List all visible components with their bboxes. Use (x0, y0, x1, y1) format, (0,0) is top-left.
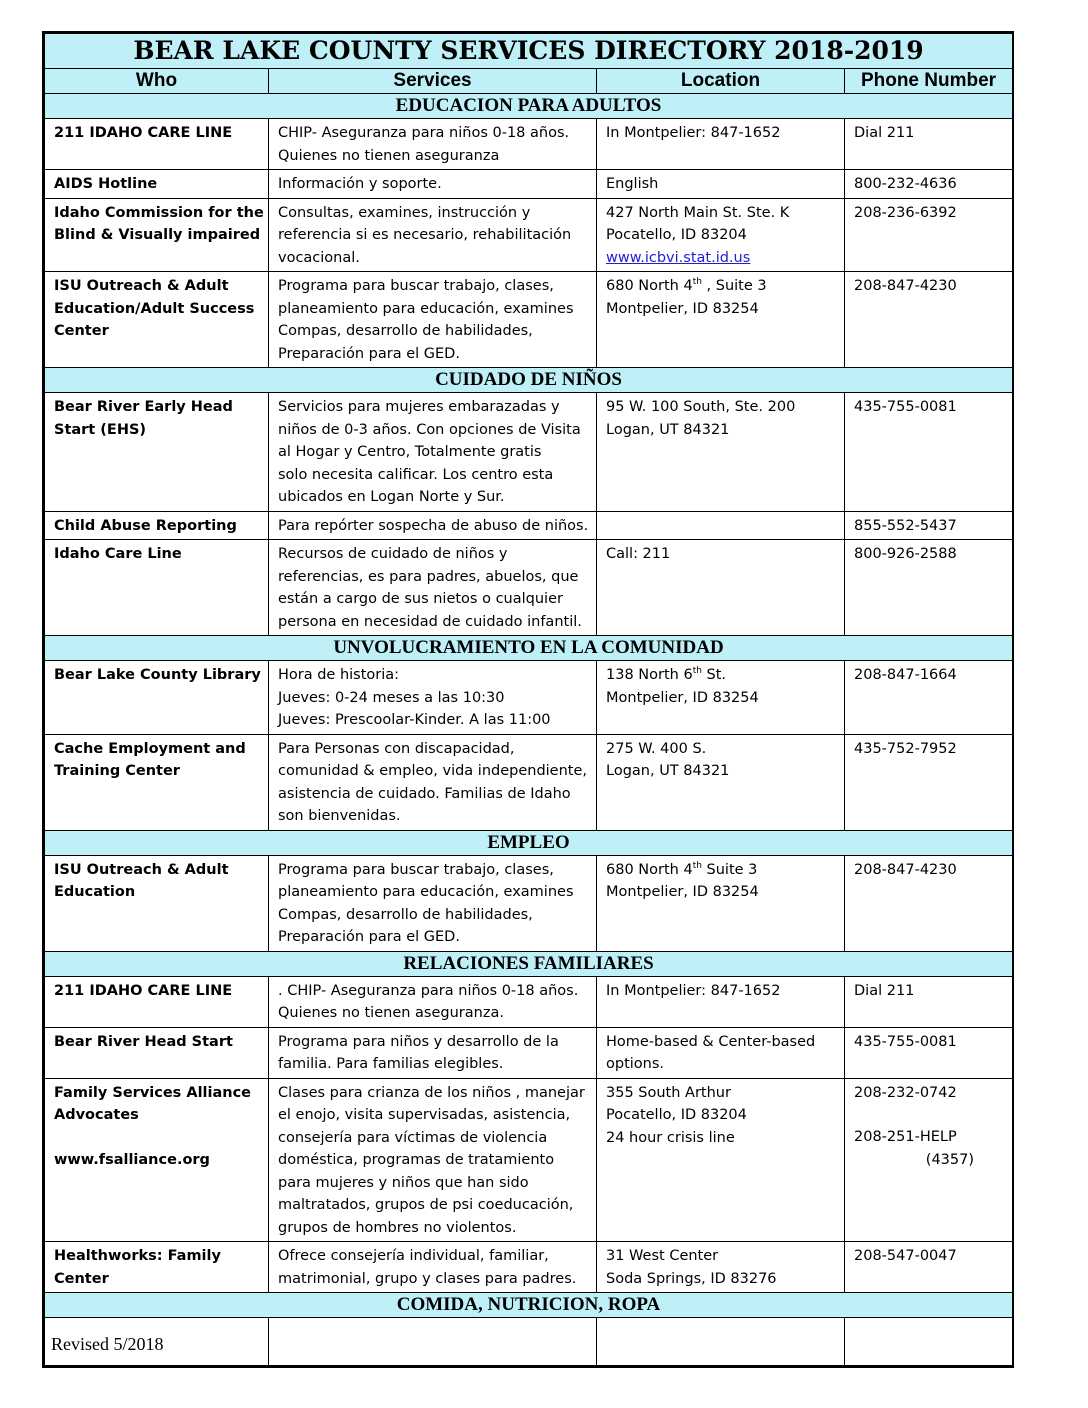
table-row (45, 1027, 1013, 1078)
cell-line: Logan, UT 84321 (606, 763, 730, 779)
cell-line: Quienes no tienen aseguranza. (278, 1005, 504, 1021)
cell-location (597, 511, 845, 540)
cell-line: referencia si es necesario, rehabilitación (278, 227, 572, 243)
cell-services (269, 511, 597, 540)
table-row (45, 661, 1013, 735)
cell-who (45, 170, 269, 199)
cell-phone (845, 976, 1013, 1027)
cell-line: Preparación para el GED. (278, 929, 460, 945)
cell-line: Training Center (54, 763, 180, 779)
cell-phone (845, 1242, 1013, 1293)
cell-line: 95 W. 100 South, Ste. 200 (606, 399, 796, 415)
table-row (45, 855, 1013, 951)
cell-line: AIDS Hotline (54, 176, 158, 192)
cell-phone (845, 119, 1013, 170)
table-row (45, 976, 1013, 1027)
address-text-after: Suite 3 (701, 861, 758, 878)
column-header-who: Who (45, 69, 269, 94)
cell-location (597, 1242, 845, 1293)
section-header-row (45, 636, 1013, 661)
cell-line: Cache Employment and (54, 740, 246, 757)
cell-line (54, 1127, 260, 1149)
cell-line: grupos de hombres no violentos. (278, 1219, 517, 1236)
cell-services (269, 540, 597, 636)
cell-line: Blind & Visually impaired (54, 227, 261, 243)
cell-location (597, 855, 845, 951)
cell-line: están a cargo de sus nietos o cualquier (278, 591, 563, 607)
cell-line: Bear River Head Start (54, 1033, 233, 1050)
cell-line: www.fsalliance.org (54, 1151, 210, 1168)
cell-line: Programa para buscar trabajo, clases, (278, 278, 554, 294)
address-text: 138 North 6 (606, 667, 693, 683)
address-text-after: , Suite 3 (701, 278, 767, 294)
cell-phone (845, 734, 1013, 830)
cell-line: solo necesita calificar. Los centro esta (278, 466, 554, 483)
cell-line: Ofrece consejería individual, familiar, (278, 1248, 549, 1264)
cell-line: 208-232-0742 (854, 1084, 957, 1101)
cell-line: al Hogar y Centro, Totalmente gratis (278, 444, 542, 460)
cell-line: persona en necesidad de cuidado infantil. (278, 613, 582, 630)
cell-line: ISU Outreach & Adult (54, 278, 229, 294)
cell-line: CHIP- Aseguranza para niños 0-18 años. (278, 125, 570, 141)
cell-services (269, 855, 597, 951)
section-title: UNVOLUCRAMIENTO EN LA COMUNIDAD (45, 636, 1013, 661)
website-link[interactable]: www.icbvi.stat.id.us (606, 249, 751, 266)
cell-line: 855-552-5437 (854, 517, 957, 534)
cell-who (45, 976, 269, 1027)
cell-phone (845, 170, 1013, 199)
cell-line: Advocates (54, 1107, 139, 1123)
cell-line: Jueves: 0-24 meses a las 10:30 (278, 689, 505, 706)
cell-line (606, 859, 836, 882)
table-row (45, 170, 1013, 199)
cell-who (45, 1242, 269, 1293)
cell-who (45, 393, 269, 512)
cell-line: Dial 211 (854, 982, 915, 999)
cell-line: Bear Lake County Library (54, 667, 261, 683)
cell-services (269, 1318, 597, 1366)
cell-line: maltratados, grupos de psi coeducación, (278, 1197, 574, 1213)
cell-phone (845, 540, 1013, 636)
cell-line: 275 W. 400 S. (606, 740, 707, 757)
cell-who (45, 1027, 269, 1078)
table-row (45, 511, 1013, 540)
cell-phone (845, 1318, 1013, 1366)
table-row (45, 198, 1013, 272)
cell-who (45, 1078, 269, 1242)
cell-services (269, 393, 597, 512)
cell-line: . CHIP- Aseguranza para niños 0-18 años. (278, 982, 579, 999)
cell-line: In Montpelier: 847-1652 (606, 125, 781, 141)
cell-who (45, 734, 269, 830)
cell-line: Consultas, examines, instrucción y (278, 204, 531, 221)
cell-line: Compas, desarrollo de habilidades, (278, 323, 533, 339)
cell-line: Education (54, 884, 136, 900)
cell-location (597, 198, 845, 272)
cell-line: Child Abuse Reporting (54, 517, 237, 534)
header-row (45, 69, 1013, 94)
cell-services (269, 976, 597, 1027)
section-header-row (45, 951, 1013, 976)
cell-line: matrimonial, grupo y clases para padres. (278, 1270, 577, 1287)
section-title: COMIDA, NUTRICION, ROPA (45, 1293, 1013, 1318)
cell-line: comunidad & empleo, vida independiente, (278, 763, 588, 779)
phone-extension: (4357) (925, 1151, 975, 1168)
cell-line: Healthworks: Family (54, 1248, 221, 1264)
cell-services (269, 1242, 597, 1293)
cell-line: 435-755-0081 (854, 1033, 957, 1050)
section-title: EMPLEO (45, 830, 1013, 855)
page-title: BEAR LAKE COUNTY SERVICES DIRECTORY 2018-2019 (45, 34, 1013, 69)
cell-line: Para Personas con discapacidad, (278, 740, 515, 757)
cell-line: son bienvenidas. (278, 808, 401, 824)
cell-line: 211 IDAHO CARE LINE (54, 982, 233, 999)
cell-line: Hora de historia: (278, 667, 400, 683)
cell-line: 355 South Arthur (606, 1084, 731, 1101)
cell-line: Recursos de cuidado de niños y (278, 546, 508, 562)
cell-line: doméstica, programas de tratamiento (278, 1152, 555, 1168)
cell-line: Bear River Early Head (54, 399, 233, 415)
cell-location (597, 393, 845, 512)
cell-phone (845, 198, 1013, 272)
table-row (45, 1078, 1013, 1242)
cell-line: Center (54, 1270, 109, 1287)
cell-line: planeamiento para educación, examines (278, 884, 574, 900)
cell-line: Información y soporte. (278, 176, 442, 192)
revision-note: Revised 5/2018 (51, 1334, 164, 1354)
cell-phone (845, 393, 1013, 512)
cell-line: Pocatello, ID 83204 (606, 1107, 747, 1123)
cell-location (597, 734, 845, 830)
cell-phone (845, 272, 1013, 368)
cell-line: referencias, es para padres, abuelos, que (278, 568, 579, 585)
cell-line: Clases para crianza de los niños , manejar (278, 1084, 585, 1101)
cell-line: Montpelier, ID 83254 (606, 884, 759, 900)
cell-line: 800-232-4636 (854, 176, 957, 192)
cell-line: Programa para niños y desarrollo de la (278, 1033, 559, 1050)
cell-line: Start (EHS) (54, 421, 147, 438)
table-row (45, 734, 1013, 830)
cell-line: asistencia de cuidado. Familias de Idaho (278, 785, 571, 802)
cell-line: para mujeres y niños que han sido (278, 1174, 529, 1191)
title-row (45, 34, 1013, 69)
column-header-phone: Phone Number (845, 69, 1013, 94)
cell-line: Servicios para mujeres embarazadas y (278, 399, 560, 415)
cell-services (269, 1027, 597, 1078)
cell-services (269, 1078, 597, 1242)
cell-line: Idaho Commission for the (54, 204, 264, 221)
cell-services (269, 170, 597, 199)
cell-line (606, 275, 836, 298)
ordinal-suffix: th (692, 277, 702, 288)
cell-line: Programa para buscar trabajo, clases, (278, 861, 554, 878)
table-row (45, 540, 1013, 636)
cell-line: 208-547-0047 (854, 1248, 957, 1264)
cell-who (45, 511, 269, 540)
cell-line: Compas, desarrollo de habilidades, (278, 906, 533, 923)
cell-services (269, 734, 597, 830)
cell-line: niños de 0-3 años. Con opciones de Visita (278, 421, 581, 438)
cell-line: In Montpelier: 847-1652 (606, 982, 781, 999)
cell-line: 435-755-0081 (854, 399, 957, 415)
section-header-row (45, 830, 1013, 855)
cell-who (45, 272, 269, 368)
cell-line: Dial 211 (854, 125, 915, 141)
cell-line: Soda Springs, ID 83276 (606, 1270, 777, 1287)
cell-who (45, 198, 269, 272)
cell-phone (845, 1078, 1013, 1242)
section-title: RELACIONES FAMILIARES (45, 951, 1013, 976)
cell-location (597, 1027, 845, 1078)
cell-line: familia. Para familias elegibles. (278, 1056, 504, 1072)
cell-line: 208-251-HELP (854, 1129, 957, 1145)
cell-phone (845, 855, 1013, 951)
cell-location (597, 661, 845, 735)
table-row (45, 272, 1013, 368)
cell-line: Preparación para el GED. (278, 345, 460, 362)
cell-line: Logan, UT 84321 (606, 421, 730, 438)
cell-line: Family Services Alliance (54, 1084, 252, 1101)
cell-line: Jueves: Prescoolar-Kinder. A las 11:00 (278, 712, 551, 728)
table-row (45, 1242, 1013, 1293)
address-text-after: St. (701, 667, 727, 683)
cell-line (854, 1104, 1004, 1126)
section-header-row (45, 94, 1013, 119)
table-row (45, 1318, 1013, 1366)
cell-location (597, 170, 845, 199)
column-header-services: Services (269, 69, 597, 94)
table-row (45, 393, 1013, 512)
directory-table-frame (42, 31, 1014, 1368)
cell-line: 24 hour crisis line (606, 1129, 735, 1146)
cell-line: 208-847-1664 (854, 667, 957, 683)
section-title: EDUCACION PARA ADULTOS (45, 94, 1013, 119)
cell-line: 208-847-4230 (854, 861, 957, 878)
cell-line: English (606, 176, 659, 192)
directory-table (44, 33, 1013, 1366)
cell-line: vocacional. (278, 249, 360, 266)
cell-line: el enojo, visita supervisadas, asistencia, (278, 1107, 571, 1123)
cell-line: options. (606, 1056, 665, 1072)
cell-line: 208-236-6392 (854, 204, 957, 221)
cell-line: Education/Adult Success (54, 300, 255, 317)
cell-line: Home-based & Center-based (606, 1033, 816, 1050)
cell-line: 435-752-7952 (854, 740, 957, 757)
ordinal-suffix: th (692, 860, 702, 871)
cell-phone (845, 1027, 1013, 1078)
section-header-row (45, 1293, 1013, 1318)
cell-line: Pocatello, ID 83204 (606, 227, 747, 243)
cell-who (45, 540, 269, 636)
cell-services (269, 198, 597, 272)
cell-line: Quienes no tienen aseguranza (278, 147, 500, 164)
cell-who (45, 119, 269, 170)
address-text: 680 North 4 (606, 861, 693, 878)
table-row (45, 119, 1013, 170)
cell-line: Center (54, 323, 109, 339)
cell-line: 211 IDAHO CARE LINE (54, 125, 233, 141)
cell-line: 800-926-2588 (854, 546, 957, 562)
cell-line: 31 West Center (606, 1248, 719, 1264)
section-header-row (45, 368, 1013, 393)
cell-line: Montpelier, ID 83254 (606, 300, 759, 317)
cell-phone (845, 511, 1013, 540)
cell-line: 208-847-4230 (854, 278, 957, 294)
cell-location (597, 1078, 845, 1242)
cell-line: Montpelier, ID 83254 (606, 689, 759, 706)
cell-services (269, 272, 597, 368)
cell-services (269, 661, 597, 735)
address-text: 680 North 4 (606, 278, 693, 294)
cell-line: ubicados en Logan Norte y Sur. (278, 489, 505, 505)
cell-location (597, 976, 845, 1027)
cell-line: consejería para víctimas de violencia (278, 1129, 548, 1146)
cell-location (597, 272, 845, 368)
cell-location (597, 1318, 845, 1366)
section-title: CUIDADO DE NIÑOS (45, 368, 1013, 393)
cell-line (606, 664, 836, 687)
cell-who (45, 855, 269, 951)
cell-location (597, 119, 845, 170)
cell-line: Para repórter sospecha de abuso de niños. (278, 517, 589, 534)
cell-phone (845, 661, 1013, 735)
column-header-location: Location (597, 69, 845, 94)
cell-line: Call: 211 (606, 546, 671, 562)
cell-line: Idaho Care Line (54, 546, 182, 562)
cell-line: ISU Outreach & Adult (54, 861, 229, 878)
cell-who (45, 661, 269, 735)
cell-location (597, 540, 845, 636)
ordinal-suffix: th (692, 666, 702, 677)
cell-line: 427 North Main St. Ste. K (606, 204, 790, 221)
cell-services (269, 119, 597, 170)
cell-line: planeamiento para educación, examines (278, 300, 574, 317)
